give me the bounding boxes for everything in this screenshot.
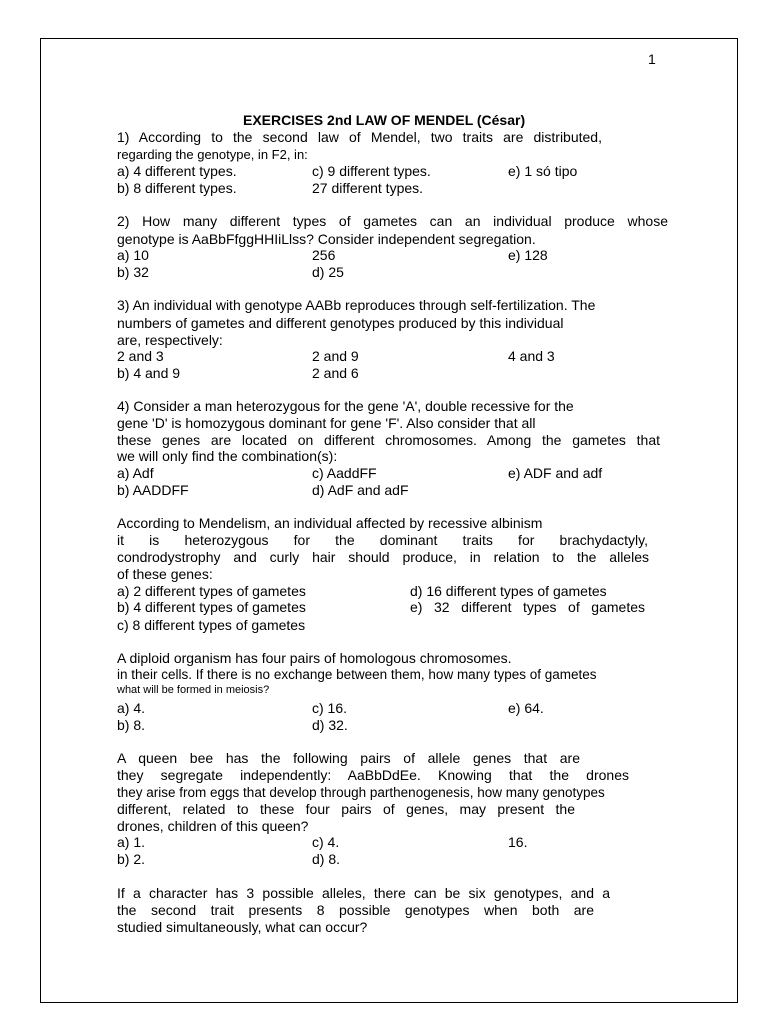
question-4-option-a: a) Adf xyxy=(117,465,154,481)
question-8-line-1: If a character has 3 possible alleles, there can be six genotypes, and a xyxy=(117,885,610,901)
question-7-line-2: they segregate independently: AaBbDdEe. Knowing that the drones xyxy=(117,767,629,783)
question-1-line-2: regarding the genotype, in F2, in: xyxy=(117,147,308,162)
question-4-option-e: e) ADF and adf xyxy=(508,465,603,481)
question-7-option-b: b) 2. xyxy=(117,851,146,867)
question-5-option-a: a) 2 different types of gametes xyxy=(117,583,306,599)
question-1-option-d: 27 different types. xyxy=(312,180,424,196)
question-6-line-3: what will be formed in meiosis? xyxy=(117,684,270,696)
question-2-option-e: e) 128 xyxy=(508,247,548,263)
question-2-option-d: d) 25 xyxy=(312,264,344,280)
question-3-line-3: are, respectively: xyxy=(117,332,223,348)
page-title: EXERCISES 2nd LAW OF MENDEL (César) xyxy=(243,112,526,128)
question-6-option-c: c) 16. xyxy=(312,700,348,716)
question-7-line-4: different, related to these four pairs of genes, may present the xyxy=(117,801,575,817)
question-7-line-1: A queen bee has the following pairs of allele genes that are xyxy=(117,750,580,766)
question-3-line-2: numbers of gametes and different genotypes produced by this individual xyxy=(117,315,564,331)
page-number: 1 xyxy=(648,51,656,67)
question-4-line-1: 4) Consider a man heterozygous for the gene 'A', double recessive for the xyxy=(117,398,574,414)
question-1-option-a: a) 4 different types. xyxy=(117,163,237,179)
question-3-option-e: 4 and 3 xyxy=(508,348,555,364)
question-2-line-2: genotype is AaBbFfggHHIiLlss? Consider independent segregation. xyxy=(117,231,536,247)
question-6-line-1: A diploid organism has four pairs of homologous chromosomes. xyxy=(117,650,512,666)
question-4-option-d: d) AdF and adF xyxy=(312,482,409,498)
question-3-option-b: b) 4 and 9 xyxy=(117,365,181,381)
question-3-option-a: 2 and 3 xyxy=(117,348,164,364)
question-1-option-b: b) 8 different types. xyxy=(117,180,237,196)
question-2-option-a: a) 10 xyxy=(117,247,149,263)
question-6-option-b: b) 8. xyxy=(117,717,146,733)
question-4-line-3: these genes are located on different chromosomes. Among the gametes that xyxy=(117,432,660,448)
question-7-option-a: a) 1. xyxy=(117,834,146,850)
question-2-option-b: b) 32 xyxy=(117,264,149,280)
question-2-line-1: 2) How many different types of gametes can an individual produce whose xyxy=(117,213,668,229)
question-4-option-b: b) AADDFF xyxy=(117,482,189,498)
question-8-line-2: the second trait presents 8 possible genotypes when both are xyxy=(117,902,594,918)
question-5-line-2: it is heterozygous for the dominant traits for brachydactyly, xyxy=(117,532,648,548)
question-4-option-c: c) AaddFF xyxy=(312,465,377,481)
question-5-line-1: According to Mendelism, an individual affected by recessive albinism xyxy=(117,515,543,531)
question-7-line-3: they arise from eggs that develop through parthenogenesis, how many genotypes xyxy=(117,785,605,800)
question-6-option-a: a) 4. xyxy=(117,700,146,716)
question-6-line-2: in their cells. If there is no exchange between them, how many types of gametes xyxy=(117,667,597,682)
question-1-option-e: e) 1 só tipo xyxy=(508,163,578,179)
question-6-option-d: d) 32. xyxy=(312,717,348,733)
question-3-line-1: 3) An individual with genotype AABb reproduces through self-fertilization. The xyxy=(117,297,596,313)
question-5-option-e: e) 32 different types of gametes xyxy=(410,599,645,615)
question-4-line-2: gene 'D' is homozygous dominant for gene 'F'. Also consider that all xyxy=(117,415,536,431)
question-1-line-1: 1) According to the second law of Mendel, two traits are distributed, xyxy=(117,129,602,145)
question-3-option-c: 2 and 9 xyxy=(312,348,359,364)
question-5-line-3: condrodystrophy and curly hair should produce, in relation to the alleles xyxy=(117,549,649,565)
question-5-option-b: b) 4 different types of gametes xyxy=(117,599,306,615)
question-7-option-d: d) 8. xyxy=(312,851,341,867)
question-7-line-5: drones, children of this queen? xyxy=(117,818,309,834)
question-4-line-4: we will only find the combination(s): xyxy=(117,448,338,464)
question-7-option-c: c) 4. xyxy=(312,834,340,850)
question-5-option-d: d) 16 different types of gametes xyxy=(410,583,607,599)
question-8-line-3: studied simultaneously, what can occur? xyxy=(117,919,368,935)
question-5-line-4: of these genes: xyxy=(117,566,213,582)
question-5-option-c: c) 8 different types of gametes xyxy=(117,617,306,633)
question-3-option-d: 2 and 6 xyxy=(312,365,359,381)
question-1-option-c: c) 9 different types. xyxy=(312,163,431,179)
question-7-option-e: 16. xyxy=(508,834,528,850)
question-6-option-e: e) 64. xyxy=(508,700,544,716)
question-2-option-c: 256 xyxy=(312,247,336,263)
